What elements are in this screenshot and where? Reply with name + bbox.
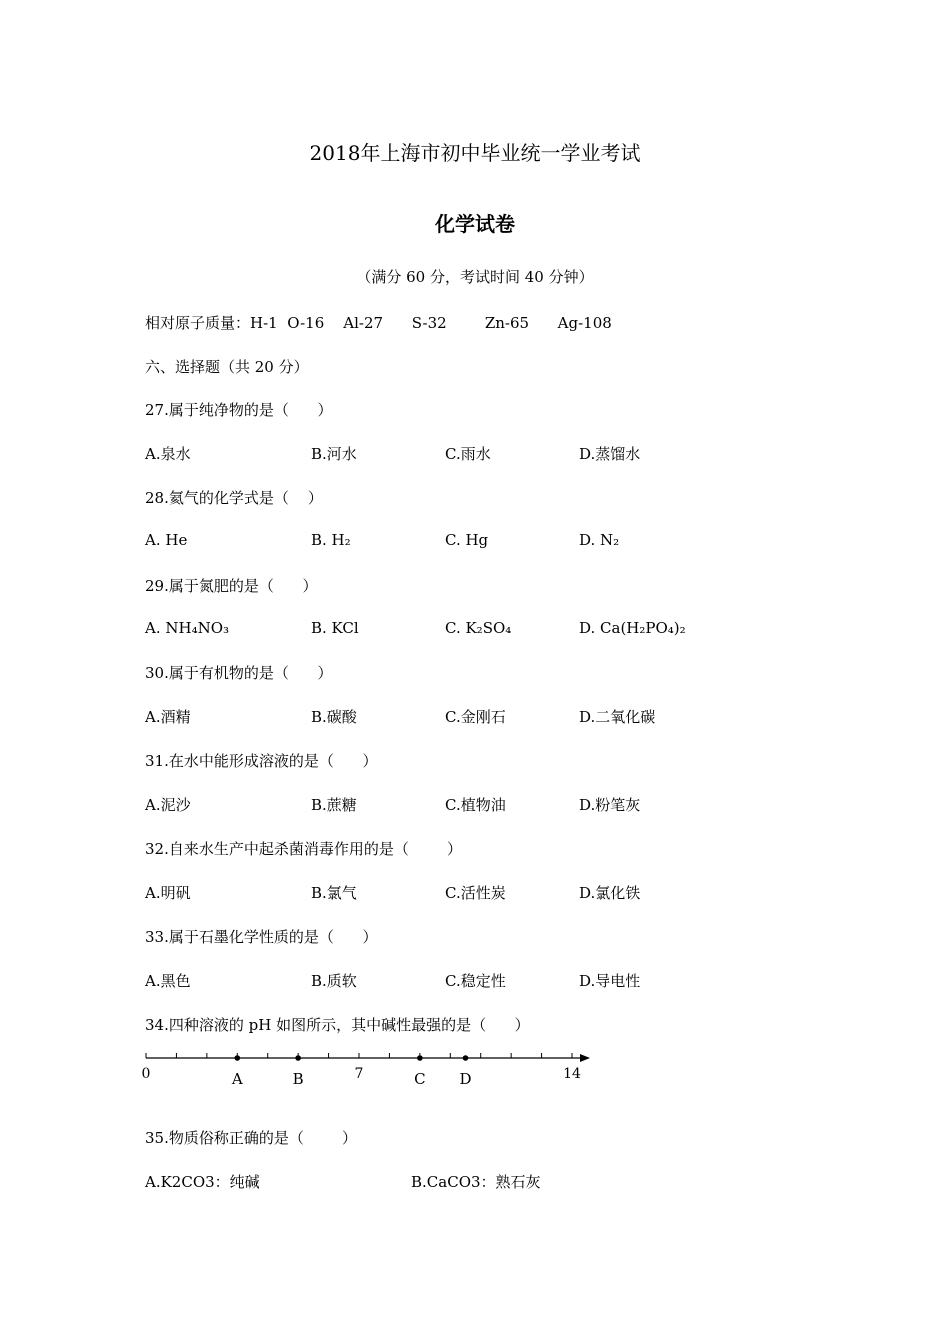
q29-option-d: D. Ca(H₂PO₄)₂	[579, 619, 686, 637]
q28-option-c: C. Hg	[445, 531, 489, 549]
ph-point-label: C	[414, 1070, 426, 1088]
q27-option-d: D.蒸馏水	[579, 445, 641, 463]
q32-option-b: B.氯气	[311, 884, 357, 902]
question-30: 30.属于有机物的是（ ）	[145, 664, 333, 682]
ph-tick-label: 7	[354, 1066, 364, 1082]
ph-point-c	[417, 1055, 423, 1061]
q29-option-c: C. K₂SO₄	[445, 619, 512, 637]
q33-option-c: C.稳定性	[445, 972, 506, 990]
q28-option-b: B. H₂	[311, 531, 351, 549]
q32-option-c: C.活性炭	[445, 884, 506, 902]
ph-point-label: B	[292, 1070, 304, 1088]
q30-option-b: B.碳酸	[311, 708, 357, 726]
exam-title: 2018年上海市初中毕业统一学业考试	[309, 141, 641, 165]
ph-tick-label: 0	[141, 1066, 151, 1082]
question-33: 33.属于石墨化学性质的是（ ）	[145, 928, 378, 946]
q30-option-c: C.金刚石	[445, 708, 506, 726]
ph-axis-arrow	[580, 1054, 590, 1062]
question-35: 35.物质俗称正确的是（ ）	[145, 1129, 358, 1147]
q27-option-c: C.雨水	[445, 445, 491, 463]
q31-option-b: B.蔗糖	[311, 796, 357, 814]
ph-tick-label: 14	[563, 1066, 581, 1082]
question-31: 31.在水中能形成溶液的是（ ）	[145, 752, 378, 770]
ph-number-line	[140, 1046, 600, 1096]
exam-meta: （满分 60 分，考试时间 40 分钟）	[356, 268, 594, 286]
question-32: 32.自来水生产中起杀菌消毒作用的是（ ）	[145, 840, 463, 858]
q33-option-b: B.质软	[311, 972, 357, 990]
q31-option-c: C.植物油	[445, 796, 506, 814]
question-29: 29.属于氮肥的是（ ）	[145, 577, 318, 595]
q27-option-b: B.河水	[311, 445, 357, 463]
q28-option-a: A. He	[145, 531, 188, 549]
q27-option-a: A.泉水	[145, 445, 191, 463]
q32-option-d: D.氯化铁	[579, 884, 641, 902]
q29-option-a: A. NH₄NO₃	[145, 619, 230, 637]
q32-option-a: A.明矾	[145, 884, 191, 902]
ph-point-d	[463, 1055, 469, 1061]
exam-subtitle: 化学试卷	[435, 212, 515, 236]
q31-option-a: A.泥沙	[145, 796, 191, 814]
question-27: 27.属于纯净物的是（ ）	[145, 401, 333, 419]
ph-point-label: A	[231, 1070, 243, 1088]
q35-option-b: B.CaCO3：熟石灰	[411, 1173, 541, 1191]
atomic-mass-line: 相对原子质量：H-1 O-16 Al-27 S-32 Zn-65 Ag-108	[145, 314, 612, 332]
ph-point-b	[295, 1055, 301, 1061]
section-heading: 六、选择题（共 20 分）	[145, 358, 309, 376]
q35-option-a: A.K2CO3：纯碱	[145, 1173, 260, 1191]
q30-option-d: D.二氧化碳	[579, 708, 656, 726]
question-28: 28.氦气的化学式是（ ）	[145, 489, 323, 507]
q30-option-a: A.酒精	[145, 708, 191, 726]
q28-option-d: D. N₂	[579, 531, 620, 549]
q31-option-d: D.粉笔灰	[579, 796, 641, 814]
q33-option-d: D.导电性	[579, 972, 641, 990]
ph-point-a	[234, 1055, 240, 1061]
ph-point-label: D	[459, 1070, 472, 1088]
q29-option-b: B. KCl	[311, 619, 359, 637]
q33-option-a: A.黑色	[145, 972, 191, 990]
question-34: 34.四种溶液的 pH 如图所示，其中碱性最强的是（ ）	[145, 1016, 530, 1034]
